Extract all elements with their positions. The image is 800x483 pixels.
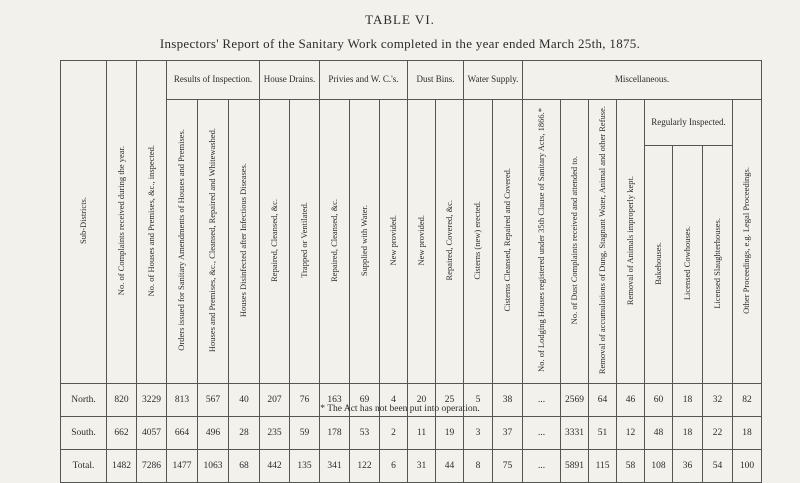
header-cowhouses: Licensed Cowhouses. <box>673 146 703 384</box>
cell: 1477 <box>167 450 198 483</box>
header-lodging: No. of Lodging Houses registered under 35th Clause of Sanitary Acts, 1866.* <box>523 100 561 384</box>
cell: 76 <box>290 384 320 417</box>
cell: 68 <box>229 450 260 483</box>
header-cleansed-houses: Houses and Premises, &c., Cleansed, Repaired and Whitewashed. <box>198 100 229 384</box>
cell: 567 <box>198 384 229 417</box>
cell: 5 <box>464 384 493 417</box>
cell: 32 <box>703 384 733 417</box>
group-results: Results of Inspection. <box>167 61 260 100</box>
header-removal-dung: Removal of accumulations of Dung, Stagnant Water, Animal and other Refuse. <box>589 100 617 384</box>
cell: 19 <box>436 417 464 450</box>
cell: 664 <box>167 417 198 450</box>
cell: 59 <box>290 417 320 450</box>
header-slaughterhouses: Licensed Slaughterhouses. <box>703 146 733 384</box>
header-disinfected: Houses Disinfected after Infectious Diseases. <box>229 100 260 384</box>
cell: 18 <box>673 384 703 417</box>
cell: 442 <box>260 450 290 483</box>
cell: 51 <box>589 417 617 450</box>
header-cisterns-new: Cisterns (new) erected. <box>464 100 493 384</box>
cell: ... <box>523 450 561 483</box>
cell: 115 <box>589 450 617 483</box>
cell: 235 <box>260 417 290 450</box>
header-privies-repaired: Repaired, Cleansed, &c. <box>320 100 350 384</box>
cell: ... <box>523 417 561 450</box>
cell: 46 <box>617 384 645 417</box>
header-inspected: No. of Houses and Premises, &c., inspected. <box>137 61 167 384</box>
cell: 3331 <box>561 417 589 450</box>
cell: 53 <box>350 417 380 450</box>
cell: 58 <box>617 450 645 483</box>
header-removal-animals: Removal of Animals improperly kept. <box>617 100 645 384</box>
cell: 2 <box>380 417 408 450</box>
cell: 38 <box>493 384 523 417</box>
group-drains: House Drains. <box>260 61 320 100</box>
group-regularly-inspected: Regularly Inspected. <box>645 100 733 146</box>
table-title: TABLE VI. <box>365 12 435 27</box>
cell: 28 <box>229 417 260 450</box>
cell: 54 <box>703 450 733 483</box>
cell: 40 <box>229 384 260 417</box>
cell: 135 <box>290 450 320 483</box>
cell: 48 <box>645 417 673 450</box>
header-legal: Other Proceedings, e.g. Legal Proceedings. <box>733 100 762 384</box>
cell: 12 <box>617 417 645 450</box>
header-dust-repaired: Repaired, Covered, &c. <box>436 100 464 384</box>
cell: 820 <box>107 384 137 417</box>
cell: 207 <box>260 384 290 417</box>
cell: 31 <box>408 450 436 483</box>
cell: 44 <box>436 450 464 483</box>
cell: 100 <box>733 450 762 483</box>
cell: 6 <box>380 450 408 483</box>
cell: 108 <box>645 450 673 483</box>
cell: 18 <box>733 417 762 450</box>
header-privies-new: New provided. <box>380 100 408 384</box>
cell: 37 <box>493 417 523 450</box>
sanitary-work-table <box>60 60 762 483</box>
header-dust-new: New provided. <box>408 100 436 384</box>
cell: 4057 <box>137 417 167 450</box>
cell: 36 <box>673 450 703 483</box>
table-row <box>61 450 762 483</box>
header-cisterns-cleansed: Cisterns Cleansed, Repaired and Covered. <box>493 100 523 384</box>
group-miscellaneous: Miscellaneous. <box>523 61 762 100</box>
row-label: North. <box>61 384 107 417</box>
cell: 122 <box>350 450 380 483</box>
table-subtitle: Inspectors' Report of the Sanitary Work completed in the year ended March 25th, 1875. <box>159 36 641 51</box>
header-complaints: No. of Complaints received during the year. <box>107 61 137 384</box>
table-body <box>61 384 762 483</box>
group-privies: Privies and W. C.'s. <box>320 61 408 100</box>
cell: ... <box>523 384 561 417</box>
cell: 2569 <box>561 384 589 417</box>
table-row <box>61 417 762 450</box>
cell: 82 <box>733 384 762 417</box>
cell: 75 <box>493 450 523 483</box>
footnote: * The Act has not been put into operation. <box>320 404 480 414</box>
header-orders: Orders issued for Sanitary Amendments of Houses and Premises. <box>167 100 198 384</box>
cell: 813 <box>167 384 198 417</box>
cell: 69 <box>350 384 380 417</box>
group-dustbins: Dust Bins. <box>408 61 464 100</box>
header-drains-trapped: Trapped or Ventilated. <box>290 100 320 384</box>
cell: 662 <box>107 417 137 450</box>
header-privies-water: Supplied with Water. <box>350 100 380 384</box>
row-label: Total. <box>61 450 107 483</box>
cell: 25 <box>436 384 464 417</box>
cell: 64 <box>589 384 617 417</box>
header-dust-complaints: No. of Dust Complaints received and attended to. <box>561 100 589 384</box>
cell: 1063 <box>198 450 229 483</box>
cell: 20 <box>408 384 436 417</box>
header-drains-repaired: Repaired, Cleansed, &c. <box>260 100 290 384</box>
cell: 4 <box>380 384 408 417</box>
cell: 3229 <box>137 384 167 417</box>
cell: 18 <box>673 417 703 450</box>
cell: 7286 <box>137 450 167 483</box>
row-label: South. <box>61 417 107 450</box>
cell: 1482 <box>107 450 137 483</box>
cell: 22 <box>703 417 733 450</box>
cell: 178 <box>320 417 350 450</box>
header-sub-districts: Sub-Districts. <box>61 61 107 384</box>
cell: 60 <box>645 384 673 417</box>
group-water: Water Supply. <box>464 61 523 100</box>
cell: 3 <box>464 417 493 450</box>
cell: 5891 <box>561 450 589 483</box>
cell: 496 <box>198 417 229 450</box>
cell: 163 <box>320 384 350 417</box>
cell: 11 <box>408 417 436 450</box>
header-bakehouses: Bakehouses. <box>645 146 673 384</box>
cell: 341 <box>320 450 350 483</box>
cell: 8 <box>464 450 493 483</box>
